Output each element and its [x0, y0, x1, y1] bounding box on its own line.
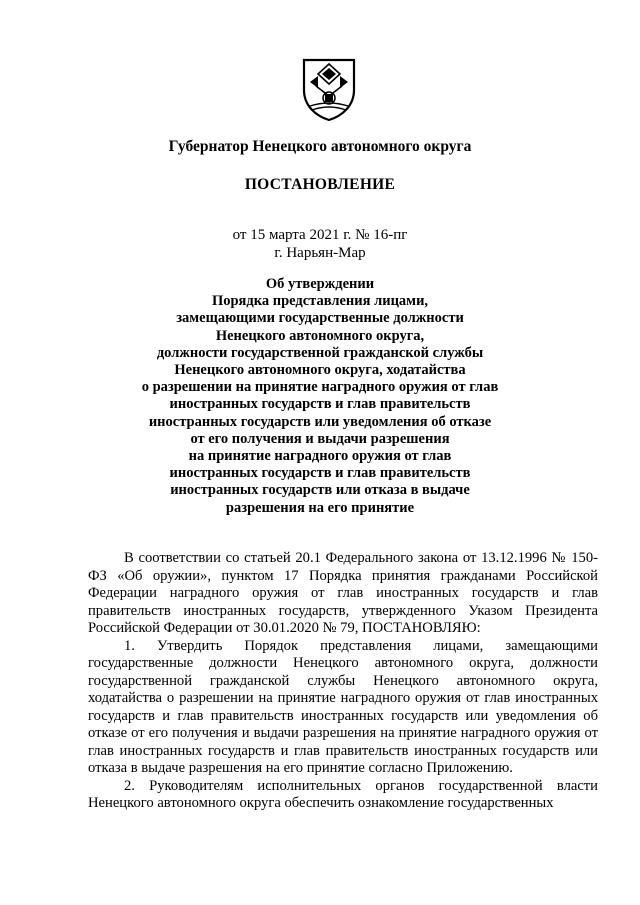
title-line: иностранных государств или уведомления об отказе: [148, 413, 492, 430]
title-line: иностранных государств или отказа в выдаче: [170, 482, 470, 499]
title-line: на принятие наградного оружия от глав: [188, 448, 452, 465]
document-body: [88, 550, 598, 813]
title-line: от его получения и выдачи разрешения: [190, 430, 450, 447]
title-line: должности государственной гражданской службы: [156, 344, 484, 361]
title-line: Ненецкого автономного округа, ходатайства: [174, 362, 466, 379]
preamble-paragraph: В соответствии со статьей 20.1 Федерального закона от 13.12.1996 № 150-ФЗ «Об оружии», пунктом 17 Порядка принятия гражданами Российской Федерации наградного оружия от глав иностранных государств и глав правительств иностранных государств, утвержденного Указом Президента Российской Федерации от 30.01.2020 № 79, ПОСТАНОВЛЯЮ:: [88, 550, 598, 636]
coat-of-arms-icon: [296, 56, 362, 122]
clause-2-paragraph: 2. Руководителям исполнительных органов государственной власти Ненецкого автономного округа обеспечить ознакомление государственных: [88, 777, 598, 811]
title-line: замещающими государственные должности: [176, 310, 464, 327]
date-number: от 15 марта 2021 г. № 16-пг: [232, 227, 408, 243]
issuing-authority: Губернатор Ненецкого автономного округа: [168, 138, 472, 155]
title-line: о разрешении на принятие наградного оружия от глав: [141, 379, 499, 396]
title-line: Порядка представления лицами,: [211, 293, 429, 310]
title-line: иностранных государств и глав правительств: [169, 465, 471, 482]
title-line: разрешения на его принятие: [225, 499, 415, 516]
date-place-block: [0, 226, 640, 262]
title-line: Ненецкого автономного округа,: [215, 327, 425, 344]
document-title: [0, 276, 640, 517]
title-line: иностранных государств и глав правительств: [169, 396, 471, 413]
clause-1-paragraph: 1. Утвердить Порядок представления лицами, замещающими государственные должности Ненецкого автономного округа, должности государственной гражданской службы Ненецкого автономного округа, ходатайства о разрешении на принятие наградного оружия от глав иностранных государств и глав правительств иностранных государств или уведомления об отказе от его получения и выдачи разрешения на принятие наградного оружия от глав иностранных государств и глав правительств иностранных государств или отказа в выдаче разрешения на его принятие согласно Приложению.: [88, 637, 598, 776]
title-line: Об утверждении: [265, 276, 375, 292]
document-type: ПОСТАНОВЛЕНИЕ: [244, 176, 396, 193]
place: г. Нарьян-Мар: [274, 245, 366, 261]
